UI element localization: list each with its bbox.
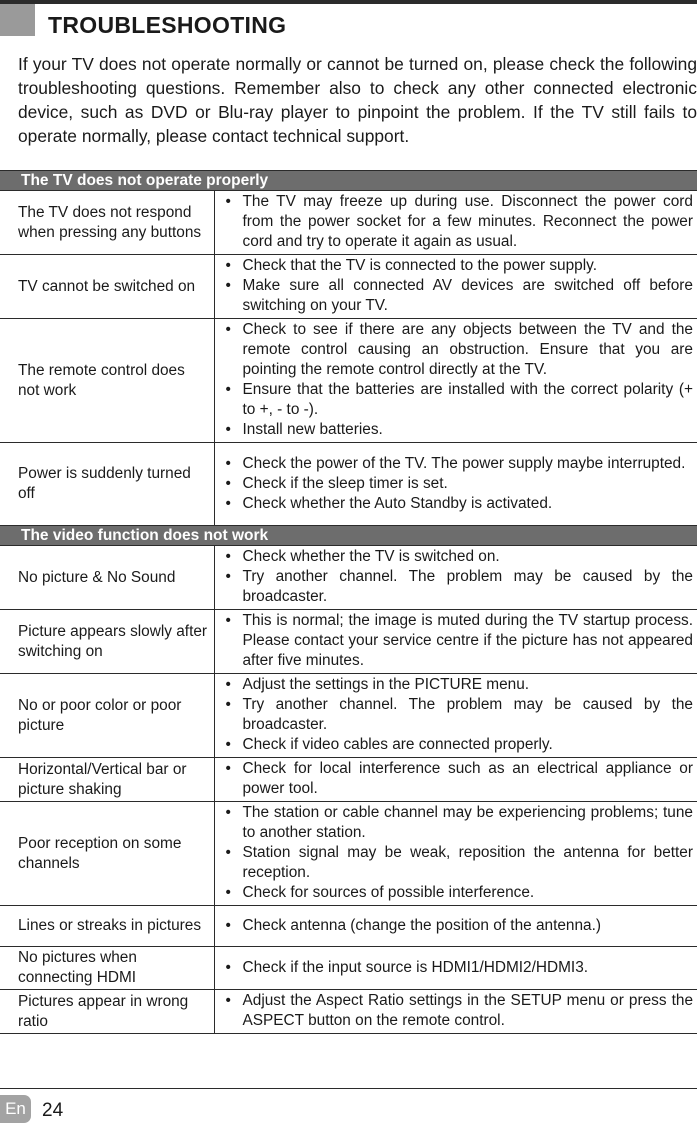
solution-item: • Check that the TV is connected to the power supply. <box>215 256 694 276</box>
solution-list <box>215 547 694 607</box>
solution-item: • Check whether the TV is switched on. <box>215 547 694 567</box>
solution-list <box>215 320 694 440</box>
solution-item: • Adjust the settings in the PICTURE menu. <box>215 675 694 695</box>
solution-cell <box>214 610 697 674</box>
table-row <box>0 906 697 947</box>
intro-paragraph: If your TV does not operate normally or cannot be turned on, please check the following troubleshooting questions. Remember also to check any other connected electronic device, such as DVD or Blu-ray player to pinpoint the problem. If the TV still fails to operate normally, please contact technical support. <box>18 54 697 146</box>
solution-cell <box>214 191 697 255</box>
section-heading: The TV does not operate properly <box>0 171 697 191</box>
solution-item: • Check if video cables are connected properly. <box>215 735 694 755</box>
solution-cell <box>214 319 697 443</box>
solution-item: • Check for local interference such as an electrical appliance or power tool. <box>215 759 694 799</box>
problem-cell: Power is suddenly turned off <box>0 443 214 526</box>
solution-item: • The station or cable channel may be experiencing problems; tune to another station. <box>215 803 694 843</box>
problem-cell: Picture appears slowly after switching on <box>0 610 214 674</box>
solution-item: • Check whether the Auto Standby is activated. <box>215 494 694 514</box>
solution-list <box>215 991 694 1031</box>
solution-list <box>215 192 694 252</box>
table-row <box>0 255 697 319</box>
solution-list <box>215 759 694 799</box>
table-row <box>0 990 697 1034</box>
table-row <box>0 546 697 610</box>
solution-list <box>215 916 694 936</box>
section-header <box>0 171 697 191</box>
page-title: TROUBLESHOOTING <box>48 12 287 38</box>
table-row <box>0 610 697 674</box>
solution-list <box>215 256 694 316</box>
language-badge: En <box>0 1095 31 1123</box>
footer-rule <box>0 1088 697 1089</box>
table-row <box>0 191 697 255</box>
solution-item: • The TV may freeze up during use. Disconnect the power cord from the power socket for a few minutes. Reconnect the power cord and try to operate it again as usual. <box>215 192 694 252</box>
title-marker-block <box>0 4 35 36</box>
problem-cell: TV cannot be switched on <box>0 255 214 319</box>
problem-cell: The remote control does not work <box>0 319 214 443</box>
solution-list <box>215 675 694 755</box>
solution-item: • Try another channel. The problem may be caused by the broadcaster. <box>215 695 694 735</box>
problem-cell: The TV does not respond when pressing any buttons <box>0 191 214 255</box>
problem-cell: No pictures when connecting HDMI <box>0 947 214 990</box>
problem-cell: No or poor color or poor picture <box>0 674 214 758</box>
solution-cell <box>214 906 697 947</box>
solution-item: • Install new batteries. <box>215 420 694 440</box>
table-row <box>0 674 697 758</box>
solution-item: • Check antenna (change the position of the antenna.) <box>215 916 694 936</box>
solution-list <box>215 958 694 978</box>
table-row <box>0 319 697 443</box>
solution-cell <box>214 255 697 319</box>
table-row <box>0 802 697 906</box>
solution-cell <box>214 990 697 1034</box>
solution-item: • Check for sources of possible interference. <box>215 883 694 903</box>
solution-item: • Try another channel. The problem may be caused by the broadcaster. <box>215 567 694 607</box>
solution-cell <box>214 674 697 758</box>
table-row <box>0 947 697 990</box>
section-heading: The video function does not work <box>0 526 697 546</box>
problem-cell: Poor reception on some channels <box>0 802 214 906</box>
problem-cell: Pictures appear in wrong ratio <box>0 990 214 1034</box>
solution-list <box>215 454 694 514</box>
problem-cell: No picture & No Sound <box>0 546 214 610</box>
problem-cell: Lines or streaks in pictures <box>0 906 214 947</box>
top-rule <box>0 0 697 4</box>
table-row <box>0 443 697 526</box>
solution-cell <box>214 947 697 990</box>
solution-cell <box>214 546 697 610</box>
solution-item: • Adjust the Aspect Ratio settings in the SETUP menu or press the ASPECT button on the remote control. <box>215 991 694 1031</box>
table-row <box>0 758 697 802</box>
solution-item: • Make sure all connected AV devices are switched off before switching on your TV. <box>215 276 694 316</box>
solution-item: • Ensure that the batteries are installed with the correct polarity (+ to +, - to -). <box>215 380 694 420</box>
solution-item: • This is normal; the image is muted during the TV startup process. Please contact your service centre if the picture has not appeared after five minutes. <box>215 611 694 671</box>
page-number: 24 <box>42 1100 64 1121</box>
troubleshooting-table <box>0 170 697 1034</box>
solution-item: • Check to see if there are any objects between the TV and the remote control causing an obstruction. Ensure that you are pointing the remote control directly at the TV. <box>215 320 694 380</box>
solution-cell <box>214 443 697 526</box>
solution-item: • Station signal may be weak, reposition the antenna for better reception. <box>215 843 694 883</box>
solution-cell <box>214 758 697 802</box>
solution-item: • Check if the input source is HDMI1/HDMI2/HDMI3. <box>215 958 694 978</box>
solution-item: • Check if the sleep timer is set. <box>215 474 694 494</box>
section-header <box>0 526 697 546</box>
solution-cell <box>214 802 697 906</box>
solution-item: • Check the power of the TV. The power supply maybe interrupted. <box>215 454 694 474</box>
solution-list <box>215 611 694 671</box>
problem-cell: Horizontal/Vertical bar or picture shaking <box>0 758 214 802</box>
solution-list <box>215 803 694 903</box>
